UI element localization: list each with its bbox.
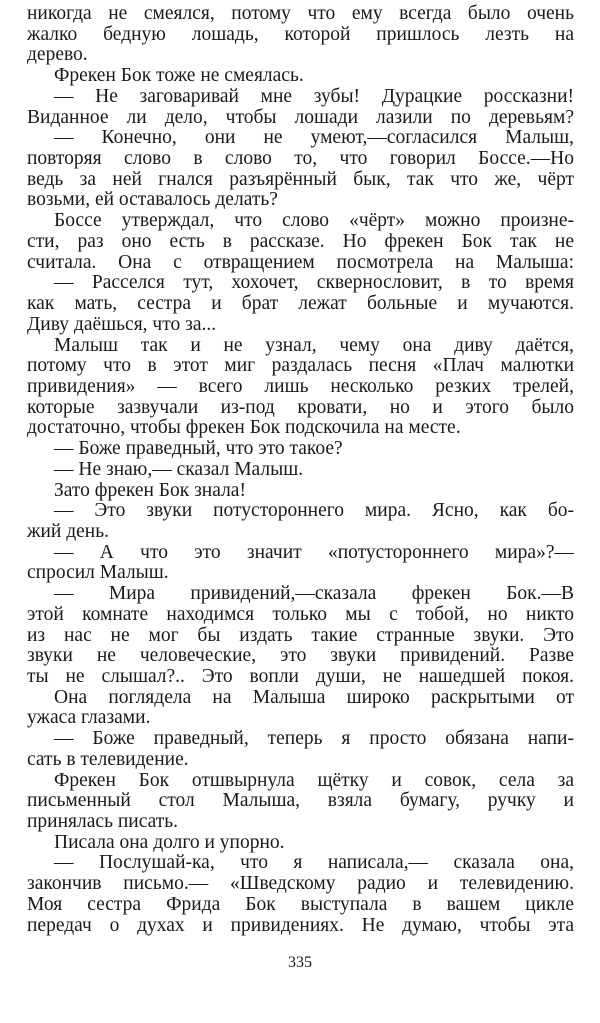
text-line: — Боже праведный, теперь я просто обязана напи- — [54, 729, 574, 750]
text-line: этой комнате находимся только мы с тобой, но никто — [27, 604, 574, 625]
text-line: дерево. — [27, 45, 88, 66]
text-line: закончив письмо.— «Шведскому радио и телевидению. — [27, 874, 574, 895]
text-line: Боссе утверждал, что слово «чёрт» можно произне- — [54, 211, 574, 232]
text-line: Фрекен Бок отшвырнула щётку и совок, села за — [54, 770, 574, 791]
text-line: потому что в этот миг раздалась песня «Плач малютки — [27, 356, 574, 377]
text-line: спросил Малыш. — [27, 563, 169, 584]
text-line: — Не знаю,— сказал Малыш. — [54, 459, 304, 480]
text-line: — Это звуки потустороннего мира. Ясно, как бо- — [54, 501, 574, 522]
text-line: ужаса глазами. — [27, 708, 151, 729]
text-line: из нас не мог бы издать такие странные звуки. Это — [27, 625, 574, 646]
text-line: Она поглядела на Малыша широко раскрытыми от — [54, 687, 574, 708]
book-page-text — [27, 4, 574, 936]
text-line: — Мира привидений,—сказала фрекен Бок.—В — [54, 584, 574, 605]
page-number: 335 — [288, 954, 312, 971]
text-line: Диву даёшься, что за... — [27, 314, 217, 335]
text-line: жалко бедную лошадь, которой пришлось лезть на — [27, 24, 574, 45]
text-line: Писала она долго и упорно. — [54, 832, 285, 853]
text-line: Моя сестра Фрида Бок выступала в вашем цикле — [27, 894, 574, 915]
text-line: ты не слышал?.. Это вопли души, не нашедшей покоя. — [27, 667, 574, 687]
text-line: никогда не смеялся, потому что ему всегда было очень — [27, 4, 574, 24]
text-line: ведь за ней гнался разъярённый бык, так что же, чёрт — [27, 169, 574, 190]
text-line: Виданное ли дело, чтобы лошади лазили по деревьям? — [27, 107, 574, 128]
text-line: — Конечно, они не умеют,—согласился Малыш, — [54, 128, 574, 149]
text-line: Фрекен Бок тоже не смеялась. — [54, 66, 304, 87]
text-line: — Расселся тут, хохочет, сквернословит, в то время — [54, 273, 574, 294]
text-line: Малыш так и не узнал, чему она диву даётся, — [54, 335, 574, 356]
text-line: повторяя слово в слово то, что говорил Боссе.—Но — [27, 149, 574, 170]
text-line: — Боже праведный, что это такое? — [54, 439, 343, 460]
text-line: принялась писать. — [27, 812, 179, 833]
text-line: возьми, ей оставалось делать? — [27, 190, 278, 211]
text-line: которые зазвучали из-под кровати, но и этого было — [27, 397, 574, 418]
text-line: жий день. — [27, 521, 109, 542]
text-line: как мать, сестра и брат лежат больные и мучаются. — [27, 294, 574, 315]
text-line: Зато фрекен Бок знала! — [54, 480, 246, 501]
text-line: считала. Она с отвращением посмотрела на Малыша: — [27, 252, 574, 273]
text-line: — А что это значит «потустороннего мира»?— — [54, 542, 574, 563]
text-line: привидения» — всего лишь несколько резких трелей, — [27, 376, 574, 397]
text-line: сти, раз оно есть в рассказе. Но фрекен Бок так не — [27, 231, 574, 252]
text-line: передач о духах и привидениях. Не думаю, чтобы эта — [27, 915, 574, 936]
text-line: звуки не человеческие, это звуки привидений. Разве — [27, 646, 574, 667]
text-line: достаточно, чтобы фрекен Бок подскочила на месте. — [27, 418, 461, 439]
text-line: сать в телевидение. — [27, 749, 189, 770]
text-line: — Послушай-ка, что я написала,— сказала она, — [54, 853, 574, 874]
text-line: письменный стол Малыша, взяла бумагу, ручку и — [27, 791, 574, 812]
text-line: — Не заговаривай мне зубы! Дурацкие россказни! — [54, 86, 574, 107]
